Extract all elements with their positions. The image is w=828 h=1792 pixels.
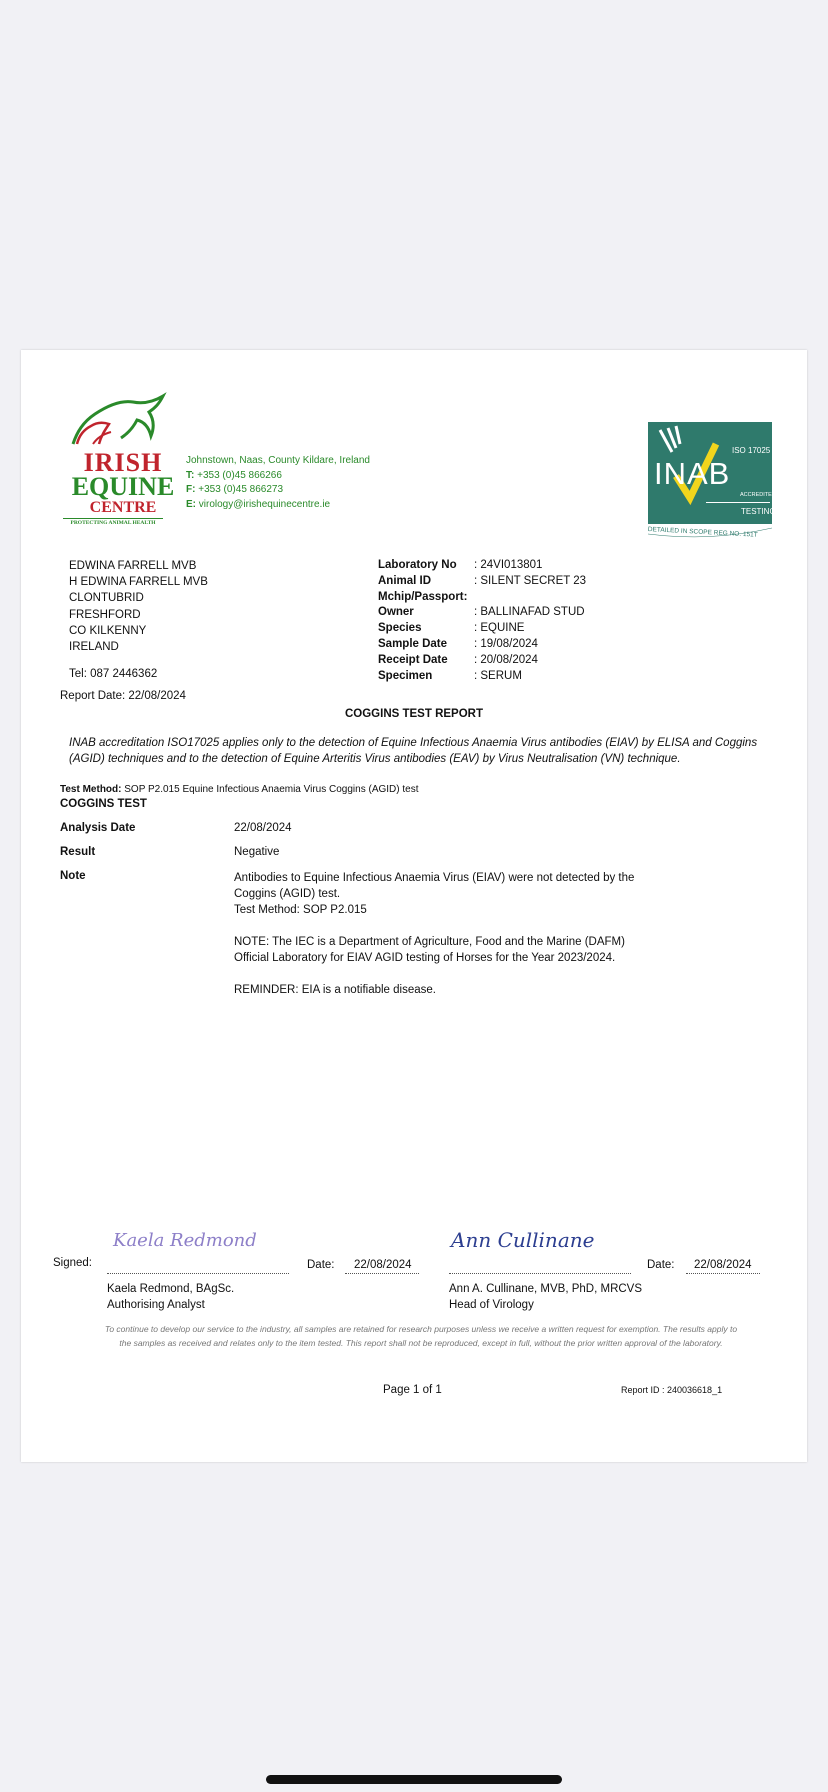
logo-word-centre: CENTRE xyxy=(89,499,157,516)
recipient-line: CLONTUBRID xyxy=(69,592,144,605)
logo-word-irish: IRISH xyxy=(83,448,163,477)
inab-brand: INAB xyxy=(654,456,731,491)
lab-email: E: virology@irishequinecentre.ie xyxy=(186,498,331,510)
sig1-name: Kaela Redmond, BAgSc. xyxy=(107,1283,235,1295)
signed-label: Signed: xyxy=(53,1257,93,1269)
signature-2: Ann Cullinane xyxy=(451,1228,595,1252)
meta-row: Animal ID : SILENT SECRET 23 xyxy=(378,574,587,587)
meta-row: Owner : BALLINAFAD STUD xyxy=(378,606,585,619)
note-reminder: REMINDER: EIA is a notifiable disease. xyxy=(234,984,436,996)
note-paragraph: NOTE: The IEC is a Department of Agriculture, Food and the Marine (DAFM) Official Laboratory for EIAV AGID testing of Horses for the Year 2023/2024. xyxy=(234,936,625,964)
inab-divider xyxy=(706,502,770,503)
note-paragraph: Antibodies to Equine Infectious Anaemia Virus (EIAV) were not detected by the Coggins (AGID) test. xyxy=(234,872,635,900)
test-method-line: Test Method: SOP P2.015 Equine Infectious Anaemia Virus Coggins (AGID) test xyxy=(60,784,419,795)
recipient-tel: Tel: 087 2446362 xyxy=(69,668,158,680)
recipient-line: H EDWINA FARRELL MVB xyxy=(69,576,208,589)
section-title: COGGINS TEST xyxy=(60,798,147,810)
signature-2-line xyxy=(449,1273,631,1274)
sig1-date: 22/08/2024 xyxy=(354,1259,412,1271)
recipient-line: EDWINA FARRELL MVB xyxy=(69,560,197,572)
accreditation-note: INAB accreditation ISO17025 applies only to the detection of Equine Infectious Anaemia Virus antibodies (EIAV) by ELISA and Coggins (AGID) techniques and to the detection of Equine Arteritis Virus antibodies (EAV) by Virus Neutralisation (VN) technique. xyxy=(69,737,758,765)
note-label: Note xyxy=(60,870,86,882)
meta-row: Sample Date : 19/08/2024 xyxy=(378,637,538,650)
meta-row: Mchip/Passport: xyxy=(378,590,468,603)
lab-fax: F: +353 (0)45 866273 xyxy=(186,484,284,495)
recipient-address xyxy=(69,558,208,655)
logo-word-equine: EQUINE xyxy=(71,472,175,501)
sig1-date-label: Date: xyxy=(307,1259,335,1271)
inab-scope: DETAILED IN SCOPE REG NO. 151T xyxy=(647,526,758,539)
sig2-date: 22/08/2024 xyxy=(694,1259,752,1271)
report-page xyxy=(21,350,807,1462)
note-value xyxy=(234,870,649,998)
lab-address: Johnstown, Naas, County Kildare, Ireland xyxy=(186,455,370,466)
recipient-line: FRESHFORD xyxy=(69,608,141,621)
meta-row: Species : EQUINE xyxy=(378,622,525,635)
signature-1-line xyxy=(107,1273,289,1274)
sample-details xyxy=(378,558,586,684)
inab-testing: TESTING xyxy=(741,507,776,516)
analysis-date-value: 22/08/2024 xyxy=(234,822,292,834)
sig2-date-line xyxy=(686,1273,760,1274)
sig2-date-label: Date: xyxy=(647,1259,675,1271)
lab-phone: T: +353 (0)45 866266 xyxy=(186,469,282,481)
report-id: Report ID : 240036618_1 xyxy=(621,1385,723,1395)
irish-equine-centre-logo xyxy=(63,392,183,527)
home-indicator[interactable] xyxy=(266,1775,562,1784)
inab-iso: ISO 17025 xyxy=(732,446,771,455)
result-label: Result xyxy=(60,846,96,858)
inab-accredited: ACCREDITED xyxy=(740,492,776,498)
meta-row: Receipt Date : 20/08/2024 xyxy=(378,653,538,666)
meta-row: Specimen : SERUM xyxy=(378,669,522,682)
sig2-role: Head of Virology xyxy=(449,1299,534,1311)
recipient-line: IRELAND xyxy=(69,641,119,654)
disclaimer: To continue to develop our service to the industry, all samples are retained for research purposes unless we receive a written request for exemption. The results apply to the samples as received and relates only to the item tested. This report shall not be reproduced, except in full, without the prior written approval of the laboratory. xyxy=(104,1324,738,1348)
report-date: Report Date: 22/08/2024 xyxy=(60,690,186,702)
page-number: Page 1 of 1 xyxy=(383,1384,442,1396)
sig1-role: Authorising Analyst xyxy=(107,1299,205,1311)
sig1-date-line xyxy=(345,1273,419,1274)
logo-divider xyxy=(63,518,163,519)
sig2-name: Ann A. Cullinane, MVB, PhD, MRCVS xyxy=(449,1283,643,1295)
horse-logo-icon xyxy=(63,392,183,447)
logo-tagline: PROTECTING ANIMAL HEALTH xyxy=(70,520,156,526)
lab-contact-block xyxy=(186,454,370,512)
recipient-line: CO KILKENNY xyxy=(69,624,147,637)
result-value: Negative xyxy=(234,846,280,858)
inab-accreditation-badge xyxy=(646,422,796,540)
note-method: Test Method: SOP P2.015 xyxy=(234,904,367,916)
analysis-date-label: Analysis Date xyxy=(60,822,136,834)
report-title: COGGINS TEST REPORT xyxy=(344,708,483,720)
meta-row: Laboratory No : 24VI013801 xyxy=(378,559,543,571)
signature-1: Kaela Redmond xyxy=(113,1230,257,1251)
